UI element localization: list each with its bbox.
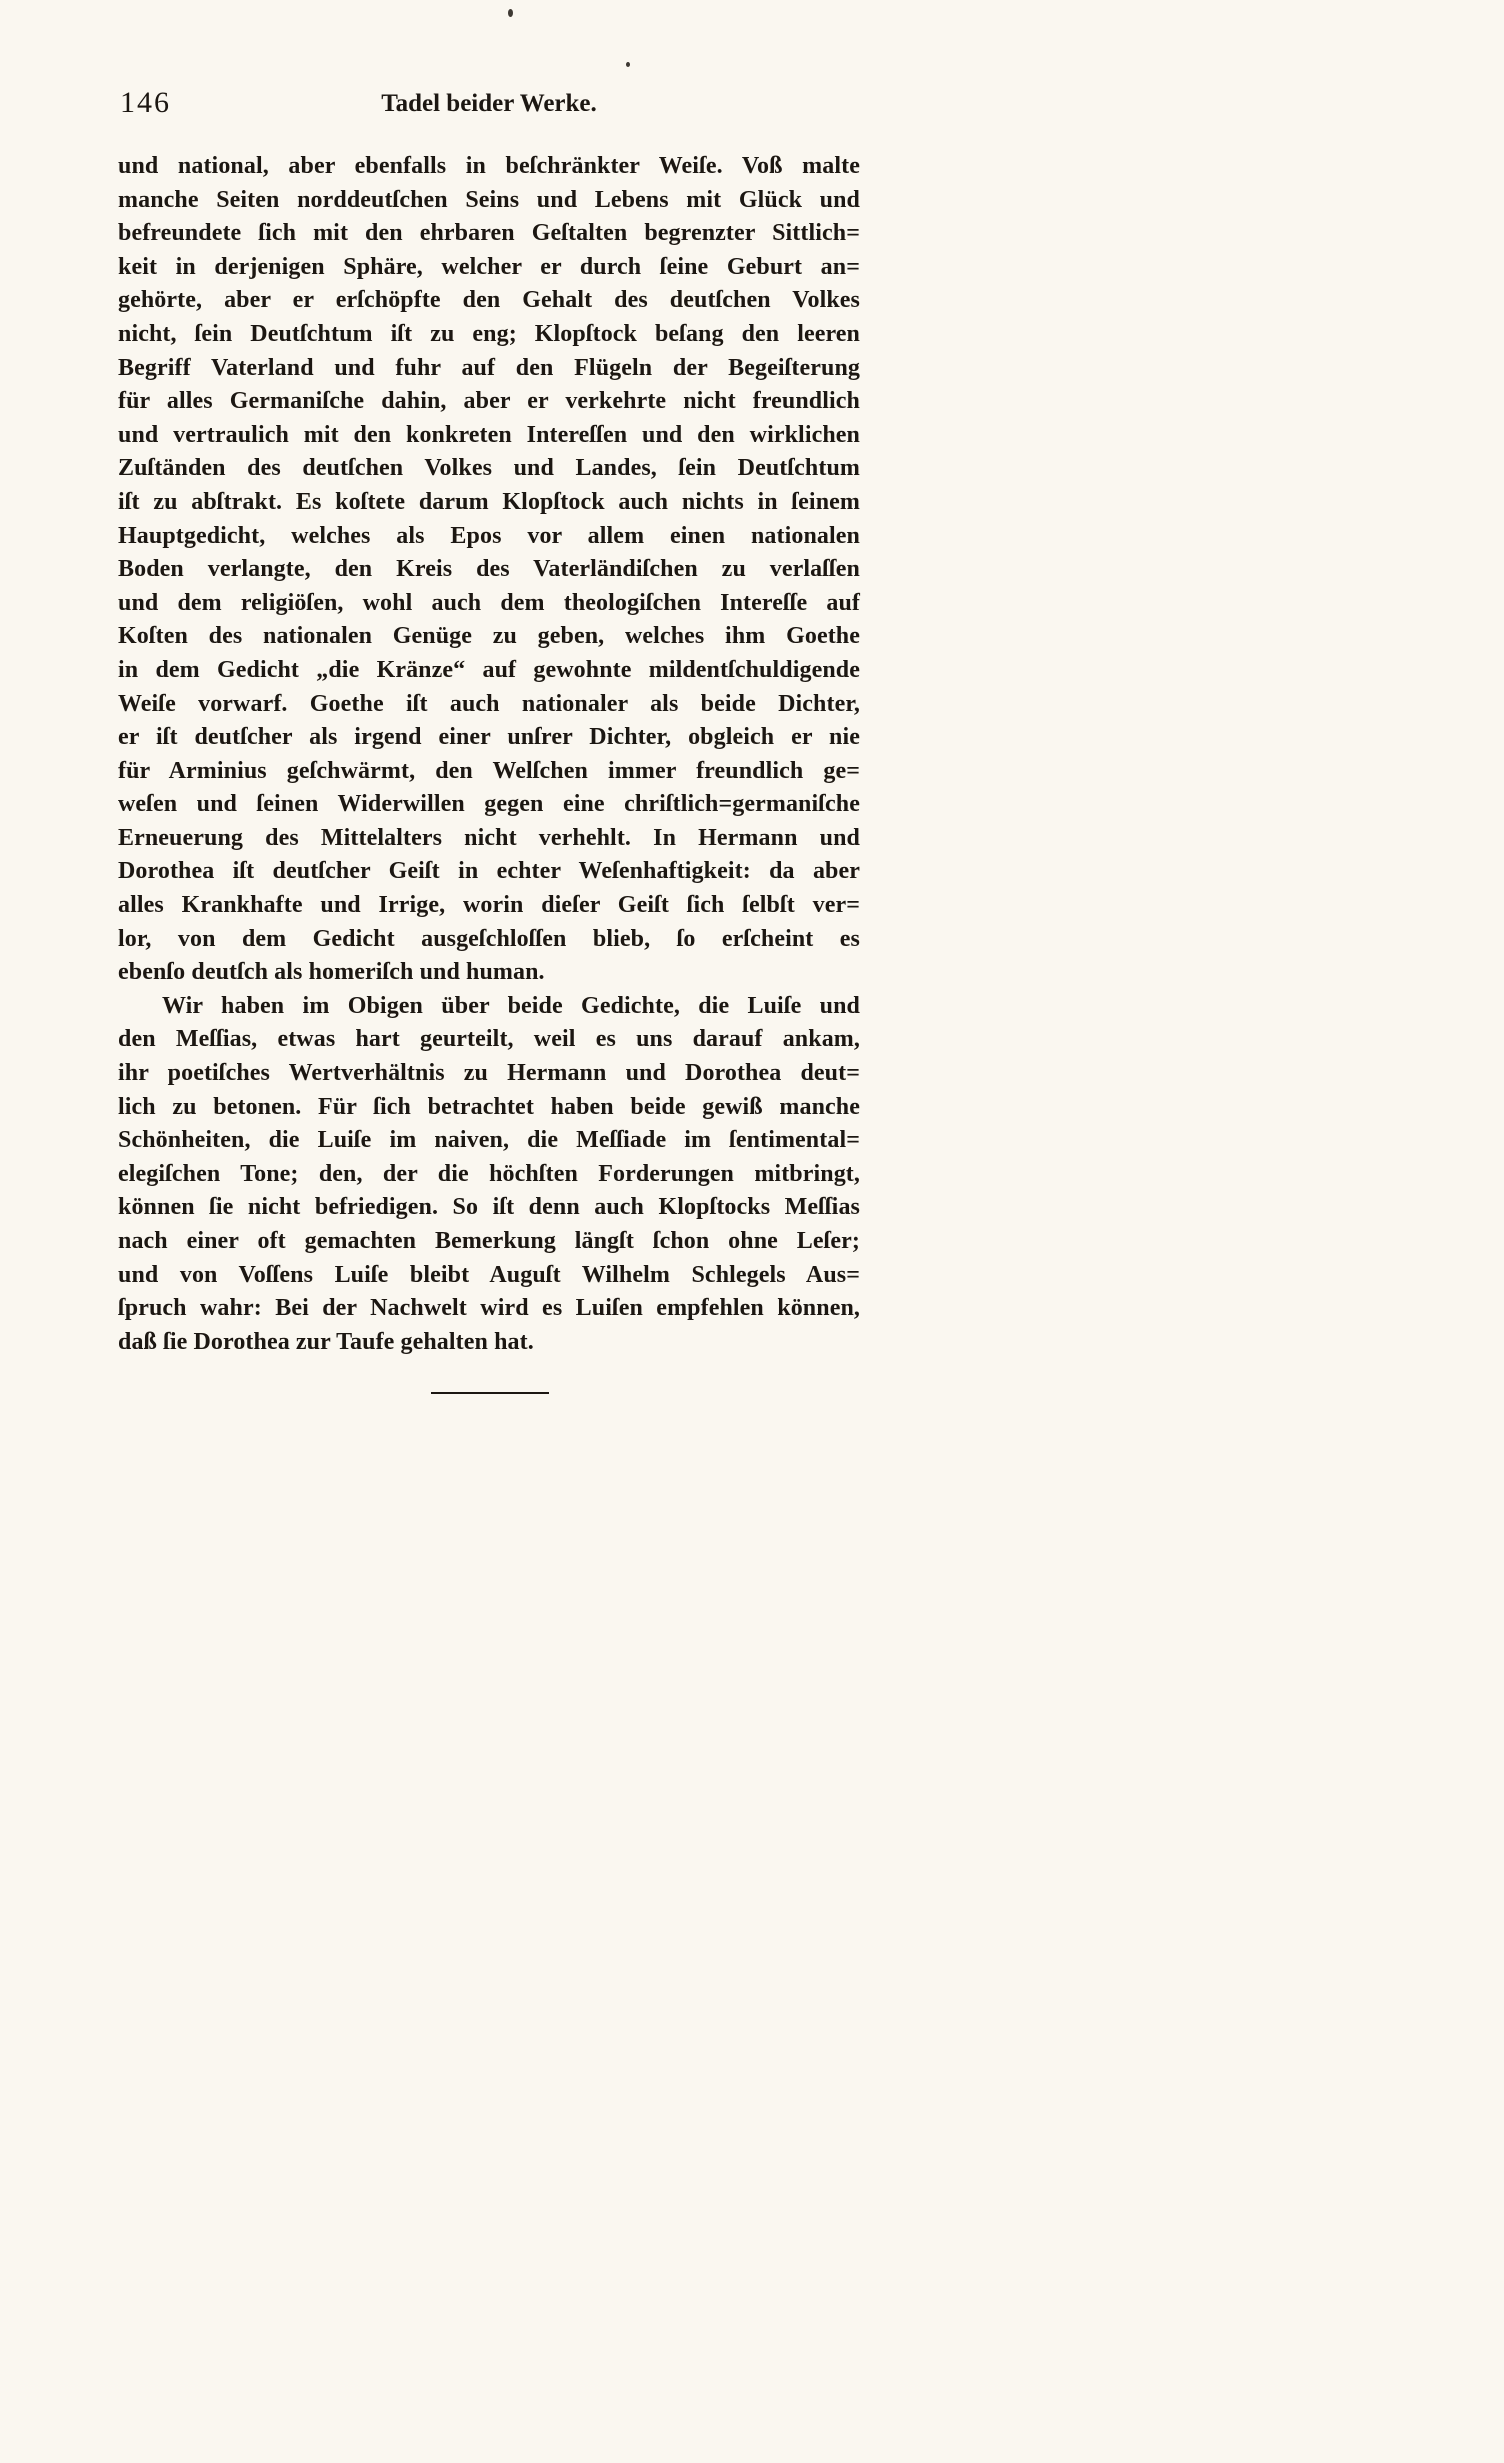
text-block [118, 150, 860, 1359]
text-line: und dem religiöſen, wohl auch dem theologiſchen Intereſſe auf [118, 589, 860, 616]
text-line: und von Voſſens Luiſe bleibt Auguſt Wilhelm Schlegels Aus= [118, 1261, 860, 1288]
page-header [118, 86, 860, 126]
text-line: keit in derjenigen Sphäre, welcher er durch ſeine Geburt an= [118, 253, 860, 280]
running-head: Tadel beider Werke. [381, 90, 597, 117]
text-line: er iſt deutſcher als irgend einer unſrer Dichter, obgleich er nie [118, 724, 860, 751]
text-line: und vertraulich mit den konkreten Intereſſen und den wirklichen [118, 421, 860, 448]
text-line: befreundete ſich mit den ehrbaren Geſtalten begrenzter Sittlich= [118, 220, 860, 247]
text-line: Schönheiten, die Luiſe im naiven, die Meſſiade im ſentimental= [118, 1127, 860, 1154]
text-line: Koſten des nationalen Genüge zu geben, welches ihm Goethe [118, 623, 860, 650]
text-line: lich zu betonen. Für ſich betrachtet haben beide gewiß manche [118, 1093, 860, 1120]
text-line: Boden verlangte, den Kreis des Vaterländiſchen zu verlaſſen [118, 556, 860, 583]
text-line: gehörte, aber er erſchöpfte den Gehalt des deutſchen Volkes [118, 287, 860, 314]
text-line: für Arminius geſchwärmt, den Welſchen immer freundlich ge= [118, 757, 860, 784]
text-line: und national, aber ebenfalls in beſchränkter Weiſe. Voß malte [118, 153, 860, 179]
text-line: nicht, ſein Deutſchtum iſt zu eng; Klopſtock beſang den leeren [118, 320, 860, 347]
text-line: für alles Germaniſche dahin, aber er verkehrte nicht freundlich [118, 388, 860, 415]
text-line: ſpruch wahr: Bei der Nachwelt wird es Luiſen empfehlen können, [118, 1295, 860, 1322]
text-line: manche Seiten norddeutſchen Seins und Lebens mit Glück und [118, 186, 860, 213]
text-line: ihr poetiſches Wertverhältnis zu Hermann und Dorothea deut= [118, 1060, 860, 1087]
text-line: alles Krankhafte und Irrige, worin dieſer Geiſt ſich ſelbſt ver= [118, 892, 860, 919]
text-line: Weiſe vorwarf. Goethe iſt auch nationaler als beide Dichter, [118, 690, 860, 717]
text-line: können ſie nicht befriedigen. So iſt denn auch Klopſtocks Meſſias [118, 1194, 860, 1221]
text-line: Erneuerung des Mittelalters nicht verhehlt. In Hermann und [118, 824, 860, 851]
text-line: weſen und ſeinen Widerwillen gegen eine chriſtlich=germaniſche [118, 791, 860, 818]
text-line: Zuſtänden des deutſchen Volkes und Landes, ſein Deutſchtum [118, 455, 860, 482]
text-line: den Meſſias, etwas hart geurteilt, weil es uns darauf ankam, [118, 1026, 860, 1053]
text-line: elegiſchen Tone; den, der die höchſten Forderungen mitbringt, [118, 1160, 860, 1187]
scan-speck [508, 9, 513, 17]
text-line: ebenſo deutſch als homeriſch und human. [118, 959, 545, 986]
text-line: nach einer oft gemachten Bemerkung längſt ſchon ohne Leſer; [118, 1228, 860, 1254]
text-line: lor, von dem Gedicht ausgeſchloſſen blieb, ſo erſcheint es [118, 925, 860, 952]
text-line: daß ſie Dorothea zur Taufe gehalten hat. [118, 1328, 534, 1355]
text-line: Wir haben im Obigen über beide Gedichte, die Luiſe und [162, 992, 860, 1019]
section-end-rule [431, 1392, 549, 1394]
text-line: Begriff Vaterland und fuhr auf den Flügeln der Begeiſterung [118, 354, 860, 381]
text-line: iſt zu abſtrakt. Es koſtete darum Klopſtock auch nichts in ſeinem [118, 488, 860, 515]
text-line: in dem Gedicht „die Kränze“ auf gewohnte mildentſchuldigende [118, 656, 860, 683]
page-number: 146 [120, 86, 171, 119]
scan-speck [626, 62, 630, 67]
text-line: Hauptgedicht, welches als Epos vor allem einen nationalen [118, 522, 860, 549]
text-line: Dorothea iſt deutſcher Geiſt in echter Weſenhaftigkeit: da aber [118, 858, 860, 885]
